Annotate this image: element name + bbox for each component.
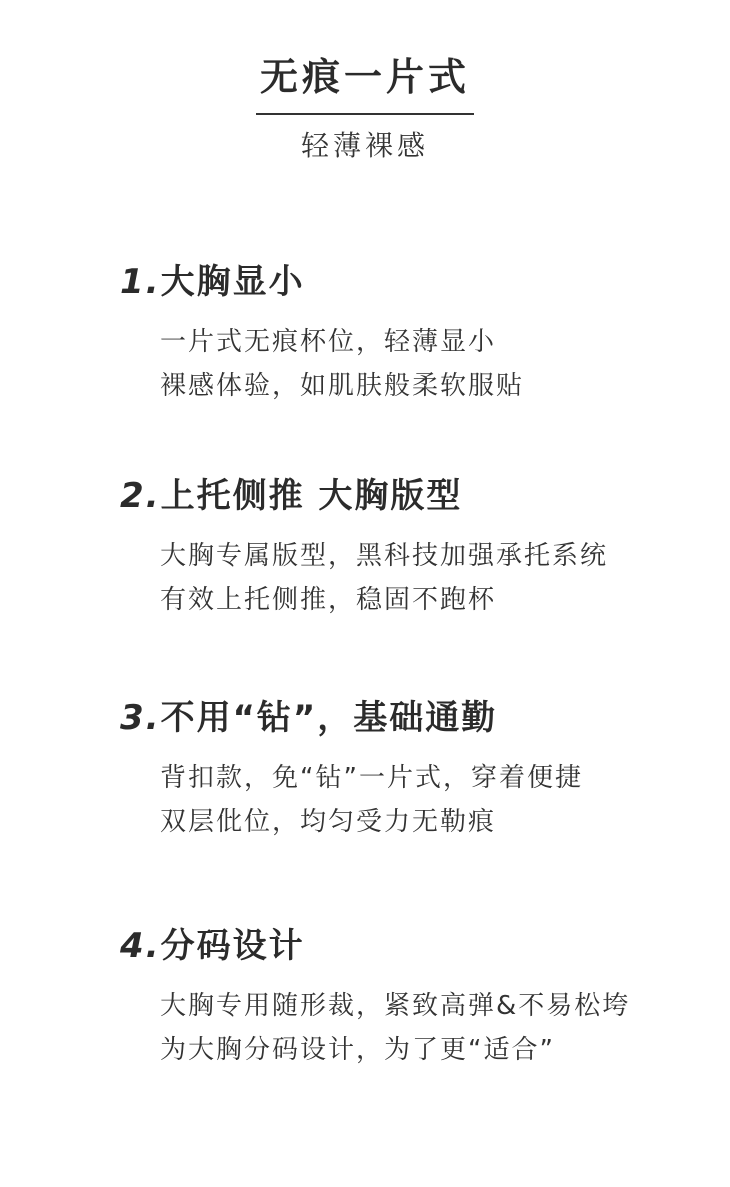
feature-section-3 <box>120 694 720 844</box>
feature-heading <box>120 472 720 520</box>
feature-number: 2. <box>120 476 161 516</box>
feature-section-1 <box>120 258 720 408</box>
title-divider <box>256 113 474 115</box>
feature-line: 有效上托侧推，稳固不跑杯 <box>160 585 497 615</box>
feature-title: 大胸显小 <box>160 262 305 302</box>
feature-title: 分码设计 <box>160 926 305 966</box>
feature-line: 大胸专用随形裁，紧致高弹&不易松垮 <box>160 991 631 1021</box>
feature-description <box>160 756 720 844</box>
feature-title: 不用“钻”，基础通勤 <box>160 698 498 738</box>
feature-heading <box>120 694 720 742</box>
feature-description <box>160 320 720 408</box>
feature-heading <box>120 258 720 306</box>
feature-number: 1. <box>120 262 161 302</box>
feature-heading <box>120 922 720 970</box>
feature-description <box>160 534 720 622</box>
feature-line: 双层仳位，均匀受力无勒痕 <box>160 807 497 837</box>
feature-line: 一片式无痕杯位，轻薄显小 <box>160 327 497 357</box>
feature-section-4 <box>120 922 720 1072</box>
feature-number: 4. <box>120 926 161 966</box>
page-subtitle: 轻薄裸感 <box>300 129 429 162</box>
feature-line: 背扣款，免“钻”一片式，穿着便捷 <box>160 763 583 793</box>
page-title: 无痕一片式 <box>259 55 470 99</box>
feature-number: 3. <box>120 698 161 738</box>
feature-description <box>160 984 720 1072</box>
feature-title: 上托侧推 大胸版型 <box>160 476 463 516</box>
feature-line: 大胸专属版型，黑科技加强承托系统 <box>160 541 609 571</box>
feature-line: 为大胸分码设计，为了更“适合” <box>160 1035 555 1065</box>
feature-line: 裸感体验，如肌肤般柔软服贴 <box>160 371 525 401</box>
feature-section-2 <box>120 472 720 622</box>
